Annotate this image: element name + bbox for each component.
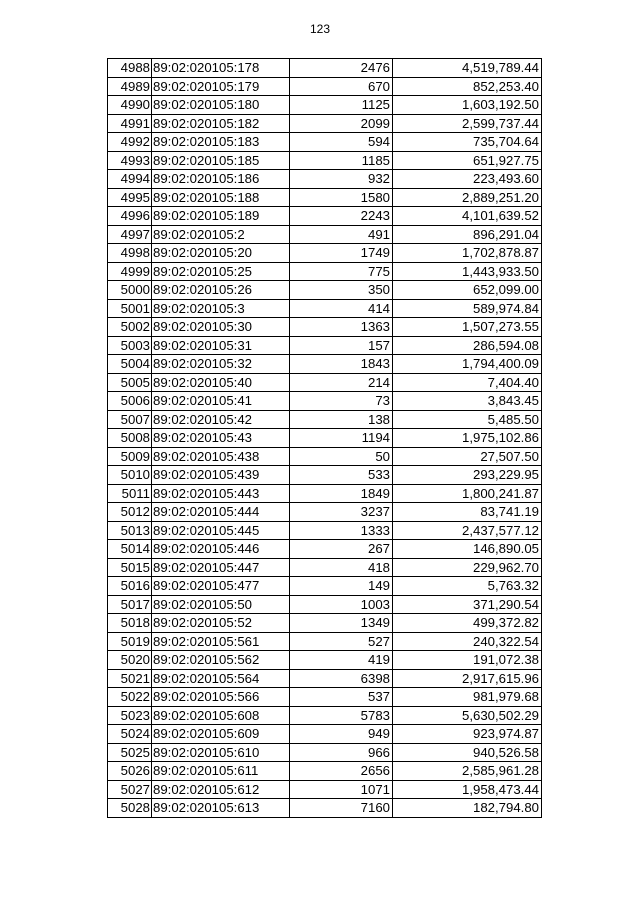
row-number-cell: 5018 [108,614,152,633]
cadastral-number-cell: 89:02:020105:30 [152,318,290,337]
table-row [108,373,542,392]
cadastral-number-cell: 89:02:020105:445 [152,521,290,540]
value-cell: 5,763.32 [393,577,542,596]
table-row [108,669,542,688]
cadastral-number-cell: 89:02:020105:182 [152,114,290,133]
table-row [108,429,542,448]
table-row [108,651,542,670]
value-cell: 2,437,577.12 [393,521,542,540]
value-cell: 1,794,400.09 [393,355,542,374]
value-cell: 1,958,473.44 [393,780,542,799]
row-number-cell: 5010 [108,466,152,485]
table-row [108,281,542,300]
area-cell: 418 [290,558,393,577]
table-row [108,355,542,374]
area-cell: 1185 [290,151,393,170]
value-cell: 5,485.50 [393,410,542,429]
area-cell: 2099 [290,114,393,133]
area-cell: 5783 [290,706,393,725]
area-cell: 2243 [290,207,393,226]
area-cell: 1849 [290,484,393,503]
table-row [108,114,542,133]
area-cell: 1843 [290,355,393,374]
row-number-cell: 5000 [108,281,152,300]
row-number-cell: 4992 [108,133,152,152]
row-number-cell: 5015 [108,558,152,577]
cadastral-number-cell: 89:02:020105:185 [152,151,290,170]
cadastral-number-cell: 89:02:020105:561 [152,632,290,651]
table-row [108,743,542,762]
area-cell: 537 [290,688,393,707]
row-number-cell: 5012 [108,503,152,522]
value-cell: 229,962.70 [393,558,542,577]
row-number-cell: 5001 [108,299,152,318]
cadastral-number-cell: 89:02:020105:564 [152,669,290,688]
area-cell: 267 [290,540,393,559]
table-row [108,503,542,522]
area-cell: 1580 [290,188,393,207]
value-cell: 191,072.38 [393,651,542,670]
area-cell: 73 [290,392,393,411]
value-cell: 1,702,878.87 [393,244,542,263]
area-cell: 3237 [290,503,393,522]
area-cell: 1333 [290,521,393,540]
area-cell: 670 [290,77,393,96]
table-row [108,207,542,226]
area-cell: 1071 [290,780,393,799]
cadastral-number-cell: 89:02:020105:446 [152,540,290,559]
value-cell: 735,704.64 [393,133,542,152]
cadastral-number-cell: 89:02:020105:609 [152,725,290,744]
cadastral-number-cell: 89:02:020105:3 [152,299,290,318]
area-cell: 1194 [290,429,393,448]
row-number-cell: 5003 [108,336,152,355]
area-cell: 527 [290,632,393,651]
row-number-cell: 5022 [108,688,152,707]
value-cell: 3,843.45 [393,392,542,411]
row-number-cell: 5009 [108,447,152,466]
area-cell: 157 [290,336,393,355]
cadastral-number-cell: 89:02:020105:40 [152,373,290,392]
value-cell: 27,507.50 [393,447,542,466]
table-row [108,577,542,596]
table-row [108,799,542,818]
cadastral-number-cell: 89:02:020105:41 [152,392,290,411]
value-cell: 651,927.75 [393,151,542,170]
table-row [108,688,542,707]
cadastral-number-cell: 89:02:020105:610 [152,743,290,762]
value-cell: 2,599,737.44 [393,114,542,133]
row-number-cell: 4993 [108,151,152,170]
value-cell: 83,741.19 [393,503,542,522]
row-number-cell: 5021 [108,669,152,688]
cadastral-number-cell: 89:02:020105:447 [152,558,290,577]
area-cell: 932 [290,170,393,189]
value-cell: 293,229.95 [393,466,542,485]
table-row [108,614,542,633]
value-cell: 1,443,933.50 [393,262,542,281]
area-cell: 214 [290,373,393,392]
area-cell: 949 [290,725,393,744]
table-row [108,540,542,559]
table-row [108,484,542,503]
cadastral-number-cell: 89:02:020105:612 [152,780,290,799]
row-number-cell: 4999 [108,262,152,281]
cadastral-number-cell: 89:02:020105:42 [152,410,290,429]
cadastral-table [107,58,542,818]
cadastral-number-cell: 89:02:020105:43 [152,429,290,448]
row-number-cell: 5025 [108,743,152,762]
table-row [108,59,542,78]
row-number-cell: 4994 [108,170,152,189]
cadastral-number-cell: 89:02:020105:188 [152,188,290,207]
value-cell: 240,322.54 [393,632,542,651]
table-row [108,244,542,263]
row-number-cell: 5016 [108,577,152,596]
area-cell: 2476 [290,59,393,78]
row-number-cell: 5020 [108,651,152,670]
cadastral-number-cell: 89:02:020105:32 [152,355,290,374]
area-cell: 6398 [290,669,393,688]
area-cell: 594 [290,133,393,152]
cadastral-number-cell: 89:02:020105:189 [152,207,290,226]
row-number-cell: 5019 [108,632,152,651]
area-cell: 1125 [290,96,393,115]
row-number-cell: 5008 [108,429,152,448]
value-cell: 896,291.04 [393,225,542,244]
area-cell: 491 [290,225,393,244]
value-cell: 2,917,615.96 [393,669,542,688]
area-cell: 419 [290,651,393,670]
row-number-cell: 4991 [108,114,152,133]
cadastral-number-cell: 89:02:020105:52 [152,614,290,633]
value-cell: 7,404.40 [393,373,542,392]
row-number-cell: 5013 [108,521,152,540]
row-number-cell: 5014 [108,540,152,559]
value-cell: 652,099.00 [393,281,542,300]
cadastral-number-cell: 89:02:020105:50 [152,595,290,614]
row-number-cell: 5026 [108,762,152,781]
value-cell: 1,975,102.86 [393,429,542,448]
cadastral-number-cell: 89:02:020105:31 [152,336,290,355]
table-row [108,447,542,466]
table-row [108,725,542,744]
value-cell: 223,493.60 [393,170,542,189]
table-row [108,96,542,115]
table-row [108,225,542,244]
table-row [108,151,542,170]
table-row [108,466,542,485]
table-row [108,336,542,355]
row-number-cell: 5028 [108,799,152,818]
value-cell: 940,526.58 [393,743,542,762]
value-cell: 4,519,789.44 [393,59,542,78]
table-row [108,133,542,152]
page-number: 123 [309,22,331,36]
table-row [108,262,542,281]
table-row [108,780,542,799]
value-cell: 2,585,961.28 [393,762,542,781]
area-cell: 149 [290,577,393,596]
value-cell: 981,979.68 [393,688,542,707]
value-cell: 146,890.05 [393,540,542,559]
value-cell: 1,603,192.50 [393,96,542,115]
cadastral-number-cell: 89:02:020105:608 [152,706,290,725]
cadastral-number-cell: 89:02:020105:443 [152,484,290,503]
cadastral-number-cell: 89:02:020105:566 [152,688,290,707]
value-cell: 286,594.08 [393,336,542,355]
cadastral-number-cell: 89:02:020105:26 [152,281,290,300]
row-number-cell: 5006 [108,392,152,411]
cadastral-number-cell: 89:02:020105:438 [152,447,290,466]
table-row [108,318,542,337]
cadastral-number-cell: 89:02:020105:613 [152,799,290,818]
cadastral-number-cell: 89:02:020105:444 [152,503,290,522]
row-number-cell: 5004 [108,355,152,374]
area-cell: 1003 [290,595,393,614]
cadastral-number-cell: 89:02:020105:179 [152,77,290,96]
area-cell: 533 [290,466,393,485]
table-row [108,558,542,577]
table-row [108,188,542,207]
table-row [108,521,542,540]
value-cell: 923,974.87 [393,725,542,744]
area-cell: 966 [290,743,393,762]
value-cell: 1,507,273.55 [393,318,542,337]
area-cell: 7160 [290,799,393,818]
table-row [108,170,542,189]
table-body [108,59,542,818]
row-number-cell: 4995 [108,188,152,207]
value-cell: 5,630,502.29 [393,706,542,725]
table-row [108,595,542,614]
row-number-cell: 5007 [108,410,152,429]
cadastral-number-cell: 89:02:020105:562 [152,651,290,670]
value-cell: 852,253.40 [393,77,542,96]
row-number-cell: 5002 [108,318,152,337]
value-cell: 4,101,639.52 [393,207,542,226]
table-row [108,706,542,725]
row-number-cell: 5024 [108,725,152,744]
area-cell: 138 [290,410,393,429]
table-row [108,392,542,411]
cadastral-number-cell: 89:02:020105:2 [152,225,290,244]
table-row [108,410,542,429]
cadastral-number-cell: 89:02:020105:186 [152,170,290,189]
area-cell: 50 [290,447,393,466]
row-number-cell: 5011 [108,484,152,503]
cadastral-number-cell: 89:02:020105:183 [152,133,290,152]
row-number-cell: 4998 [108,244,152,263]
cadastral-number-cell: 89:02:020105:611 [152,762,290,781]
table-row [108,762,542,781]
row-number-cell: 4988 [108,59,152,78]
value-cell: 589,974.84 [393,299,542,318]
area-cell: 2656 [290,762,393,781]
area-cell: 1363 [290,318,393,337]
row-number-cell: 4989 [108,77,152,96]
area-cell: 775 [290,262,393,281]
cadastral-number-cell: 89:02:020105:477 [152,577,290,596]
table-row [108,299,542,318]
value-cell: 1,800,241.87 [393,484,542,503]
row-number-cell: 5005 [108,373,152,392]
cadastral-number-cell: 89:02:020105:178 [152,59,290,78]
row-number-cell: 5023 [108,706,152,725]
row-number-cell: 4997 [108,225,152,244]
value-cell: 2,889,251.20 [393,188,542,207]
row-number-cell: 4996 [108,207,152,226]
cadastral-number-cell: 89:02:020105:180 [152,96,290,115]
value-cell: 499,372.82 [393,614,542,633]
table-row [108,632,542,651]
row-number-cell: 5017 [108,595,152,614]
value-cell: 182,794.80 [393,799,542,818]
row-number-cell: 4990 [108,96,152,115]
table-row [108,77,542,96]
area-cell: 1749 [290,244,393,263]
row-number-cell: 5027 [108,780,152,799]
cadastral-number-cell: 89:02:020105:25 [152,262,290,281]
area-cell: 350 [290,281,393,300]
cadastral-number-cell: 89:02:020105:20 [152,244,290,263]
cadastral-number-cell: 89:02:020105:439 [152,466,290,485]
area-cell: 414 [290,299,393,318]
value-cell: 371,290.54 [393,595,542,614]
area-cell: 1349 [290,614,393,633]
